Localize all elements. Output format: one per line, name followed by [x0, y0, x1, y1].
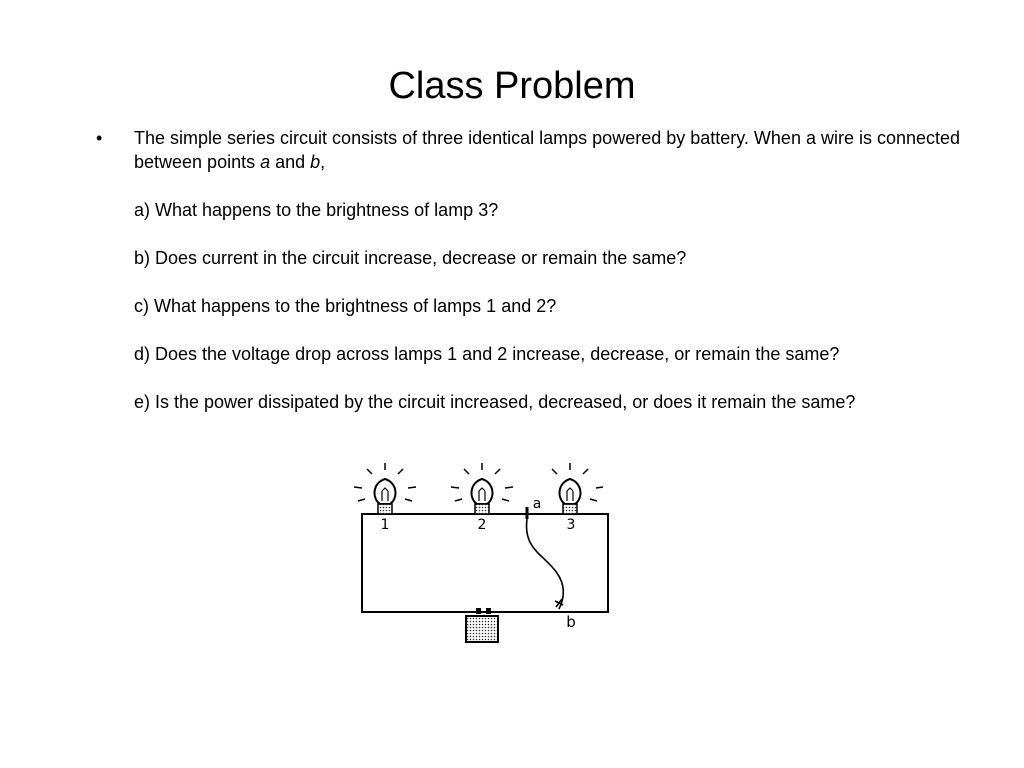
circuit-diagram — [340, 455, 630, 655]
question-a: a) What happens to the brightness of lamp 3? — [134, 200, 499, 220]
point-b-ref: b — [310, 152, 321, 172]
lamp-3-icon — [552, 463, 603, 514]
point-a-ref: a — [260, 152, 271, 172]
point-b-label: b — [566, 613, 576, 631]
lamp-2-label: 2 — [477, 517, 487, 533]
lamp-3-label: 3 — [566, 517, 576, 533]
jumper-wire — [527, 507, 564, 609]
intro-text: The simple series circuit consists of three identical lamps powered by battery. When a wire is connected between points — [134, 128, 961, 172]
question-d: d) Does the voltage drop across lamps 1 and 2 increase, decrease, or remain the same? — [134, 344, 840, 364]
intro-paragraph — [134, 126, 964, 174]
problem-text — [134, 126, 964, 414]
slide-title: Class Problem — [388, 65, 636, 107]
bullet-marker: • — [96, 128, 103, 148]
question-c: c) What happens to the brightness of lamps 1 and 2? — [134, 296, 557, 316]
question-e: e) Is the power dissipated by the circuit increased, decreased, or does it remain the same? — [134, 392, 856, 412]
point-a-label: a — [532, 496, 542, 512]
question-b: b) Does current in the circuit increase, decrease or remain the same? — [134, 248, 687, 268]
lamp-2-icon — [451, 463, 513, 514]
battery-icon — [466, 608, 498, 642]
lamp-1-icon — [354, 463, 416, 514]
intro-end: , — [320, 152, 326, 172]
lamp-1-label: 1 — [380, 517, 390, 533]
and-text: and — [270, 152, 311, 172]
